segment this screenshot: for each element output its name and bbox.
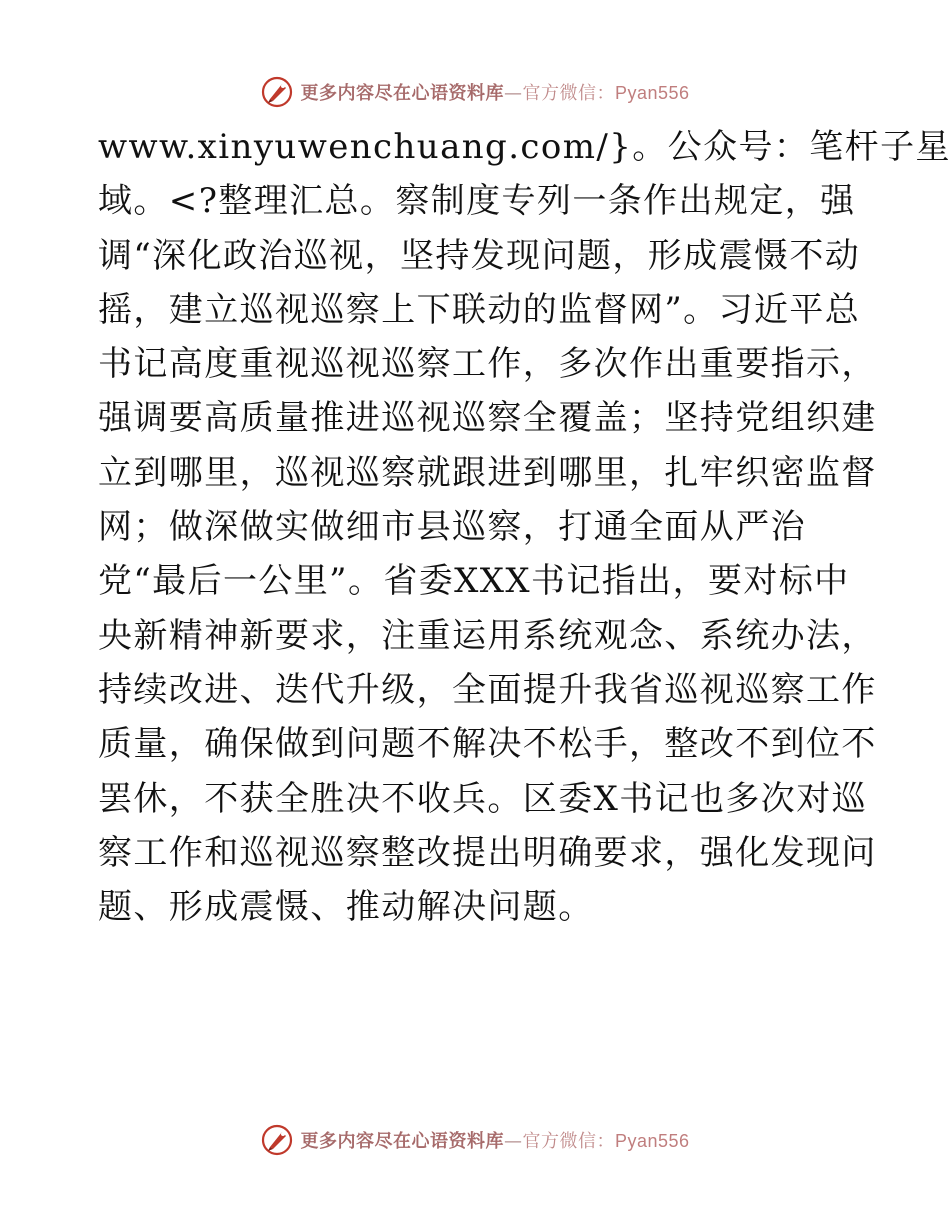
- pen-nib-logo-icon: [260, 1123, 294, 1157]
- body-line: 调“深化政治巡视，坚持发现问题，形成震慑不动: [98, 235, 861, 276]
- footer-wechat-label: 官方微信：: [522, 1131, 615, 1152]
- footer-watermark: [0, 1120, 950, 1160]
- header-watermark-text: [300, 79, 689, 105]
- footer-wechat-id: Pyan556: [614, 1131, 690, 1151]
- body-line: 域。<?整理汇总。察制度专列一条作出规定，强: [98, 181, 856, 222]
- body-line: 罢休，不获全胜决不收兵。区委X书记也多次对巡: [98, 778, 868, 819]
- body-line: 质量，确保做到问题不解决不松手，整改不到位不: [98, 724, 877, 765]
- body-line: 持续改进、迭代升级，全面提升我省巡视巡察工作: [98, 669, 877, 710]
- header-wechat-id: Pyan556: [614, 83, 690, 103]
- body-line: www.xinyuwenchuang.com/}。公众号：笔杆子星: [98, 127, 951, 167]
- body-line: 书记高度重视巡视巡察工作，多次作出重要指示，: [98, 344, 877, 385]
- pen-nib-logo-icon: [260, 75, 294, 109]
- header-wechat-label: 官方微信：: [522, 83, 615, 104]
- header-watermark: [0, 72, 950, 112]
- footer-site-name: 更多内容尽在心语资料库: [300, 1131, 504, 1152]
- body-line: 题、形成震慑、推动解决问题。: [98, 887, 594, 928]
- header-site-name: 更多内容尽在心语资料库: [300, 83, 504, 104]
- body-line: 央新精神新要求，注重运用系统观念、系统办法，: [98, 615, 877, 656]
- document-body: [98, 120, 951, 934]
- body-line: 强调要高质量推进巡视巡察全覆盖；坚持党组织建: [98, 398, 877, 439]
- body-line: 立到哪里，巡视巡察就跟进到哪里，扎牢织密监督: [98, 452, 877, 493]
- footer-separator: —: [503, 1131, 523, 1152]
- body-line: 察工作和巡视巡察整改提出明确要求，强化发现问: [98, 832, 877, 873]
- body-line: 网；做深做实做细市县巡察，打通全面从严治: [98, 507, 806, 548]
- header-separator: —: [503, 83, 523, 104]
- footer-watermark-text: [300, 1127, 689, 1153]
- body-line: 摇，建立巡视巡察上下联动的监督网”。习近平总: [98, 289, 861, 330]
- body-line: 党“最后一公里”。省委XXX书记指出，要对标中: [98, 561, 850, 602]
